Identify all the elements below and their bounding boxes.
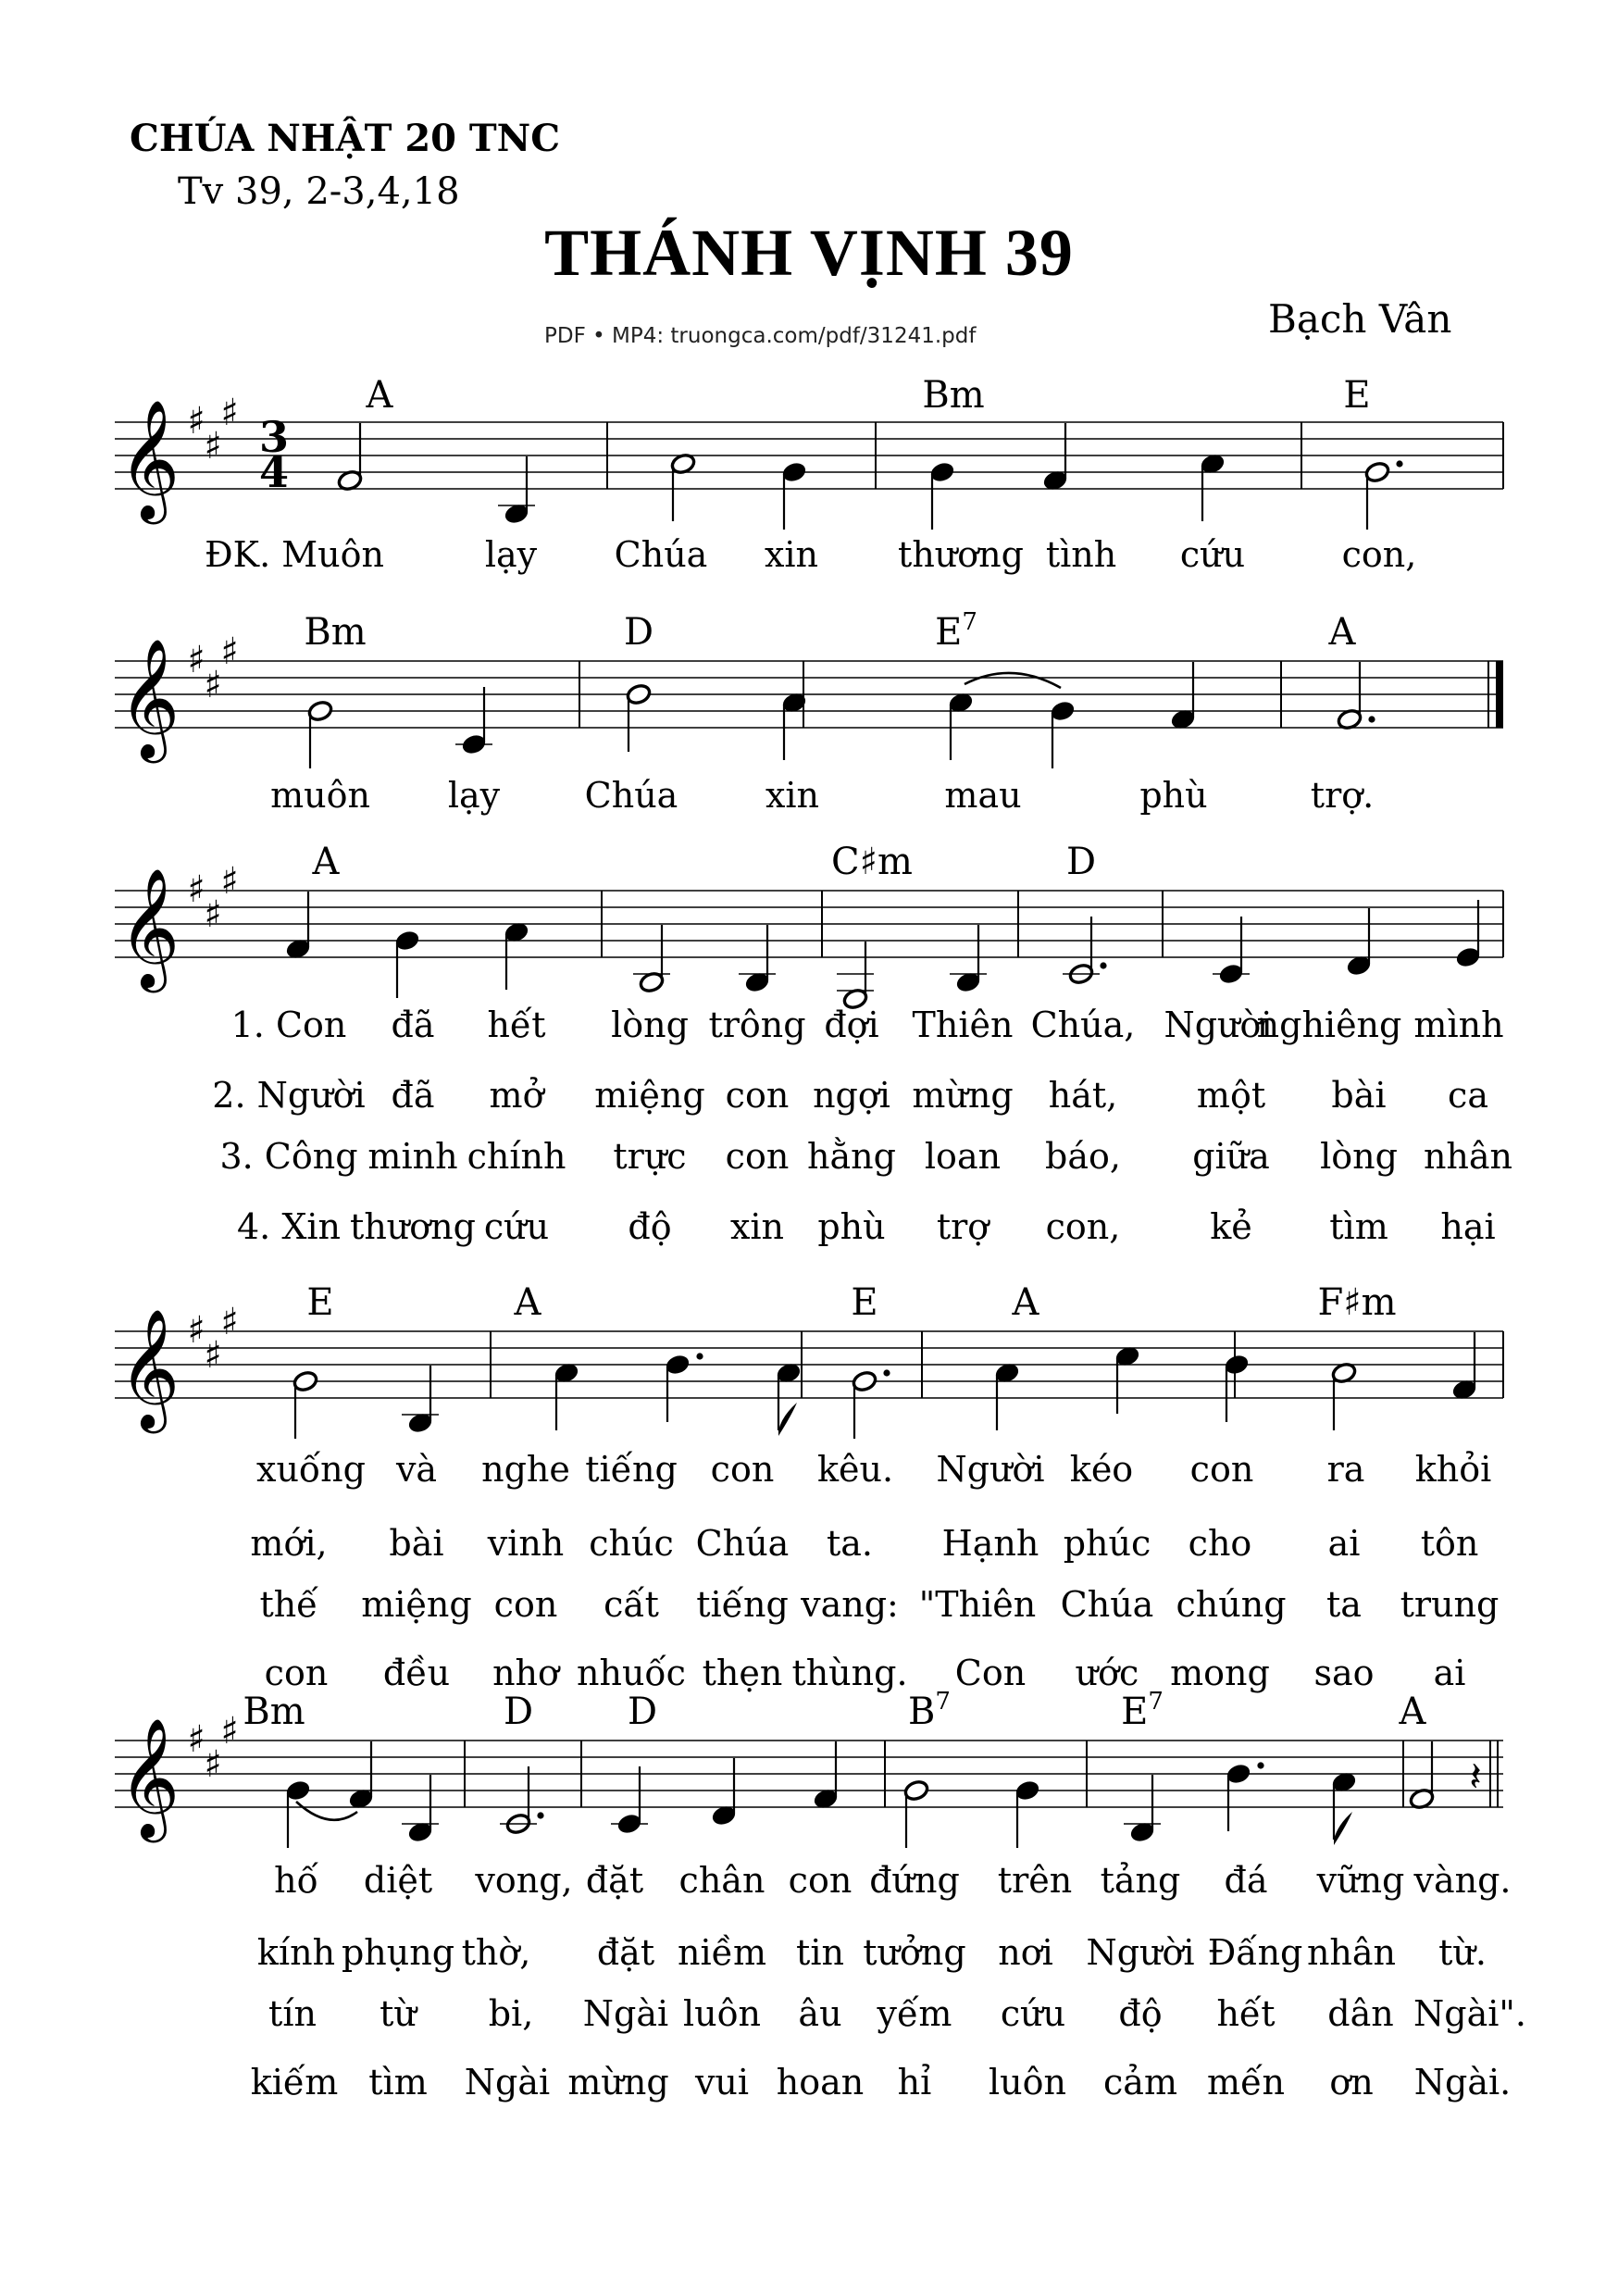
lyric-syllable: ĐK. Muôn (205, 534, 384, 575)
treble-clef-icon: 𝄞 (118, 399, 180, 519)
tie-slur (965, 673, 1061, 688)
lyric-syllable: đợi (824, 1004, 879, 1045)
lyric-syllable: kẻ (1210, 1206, 1252, 1247)
lyric-syllable: vang: (801, 1584, 899, 1625)
lyric-syllable: nơi (998, 1932, 1053, 1973)
lyric-syllable: nghe (481, 1449, 570, 1490)
lyric-syllable: 4. Xin (236, 1206, 342, 1247)
lyric-syllable: Thiên (912, 1004, 1014, 1045)
lyric-syllable: nhân (1306, 1932, 1397, 1973)
lyric-syllable: kéo (1069, 1449, 1134, 1490)
treble-clef-icon: 𝄞 (118, 1308, 180, 1429)
lyric-syllable: Chúa (1060, 1584, 1154, 1625)
lyric-syllable: lòng (611, 1004, 689, 1045)
lyric-syllable: tảng (1100, 1860, 1181, 1901)
sharp-icon: ♯ (204, 425, 222, 468)
composer-name: Bạch Vân (1268, 296, 1452, 342)
sharp-icon: ♯ (204, 893, 222, 936)
lyric-syllable: Chúa (614, 534, 708, 575)
lyric-syllable: ra (1326, 1449, 1365, 1490)
lyric-syllable: phúc (1063, 1523, 1151, 1564)
lyric-syllable: đứng (869, 1860, 960, 1901)
lyric-syllable: kính (256, 1932, 336, 1973)
lyric-syllable: mong (1170, 1653, 1270, 1693)
lyric-syllable: tín (268, 1993, 317, 2034)
lyric-syllable: ta. (826, 1523, 874, 1564)
lyric-syllable: vong, (475, 1860, 573, 1901)
lyric-syllable: tìm (1329, 1206, 1388, 1247)
lyric-syllable: nhân (1423, 1136, 1513, 1177)
lyric-syllable: ngợi (813, 1075, 890, 1116)
augmentation-dot (1368, 716, 1375, 722)
lyric-syllable: ca (1448, 1075, 1488, 1116)
lyric-syllable: ta (1326, 1584, 1362, 1625)
lyric-syllable: mình (1413, 1004, 1504, 1045)
lyric-syllable: từ (380, 1993, 417, 2034)
lyric-syllable: và (395, 1449, 438, 1490)
lyric-syllable: Chúa, (1030, 1004, 1136, 1045)
lyric-syllable: vàng. (1413, 1860, 1512, 1901)
source-link: PDF • MP4: truongca.com/pdf/31241.pdf (544, 324, 977, 348)
lyric-syllable: hết (1216, 1993, 1276, 2034)
lyric-syllable: ai (1433, 1653, 1466, 1693)
chord-symbol: D (627, 1691, 658, 1733)
lyric-syllable: trợ. (1310, 775, 1375, 816)
lyric-syllable: bài (389, 1523, 444, 1564)
lyric-syllable: loan (924, 1136, 1002, 1177)
lyric-syllable: Chúa (584, 775, 678, 816)
lyric-syllable: chân (678, 1860, 765, 1901)
lyric-syllable: thùng. (791, 1653, 908, 1693)
chord-symbol: $E^7$ (1121, 1688, 1164, 1733)
final-barline (1496, 661, 1503, 728)
lyric-syllable: vinh (487, 1523, 565, 1564)
lyric-syllable: đặt (585, 1860, 644, 1901)
lyric-syllable: con (725, 1136, 790, 1177)
treble-clef-icon: 𝄞 (118, 867, 180, 988)
lyric-syllable: ơn (1329, 2062, 1374, 2103)
lyric-syllable: cho (1188, 1523, 1252, 1564)
lyric-syllable: hố (274, 1860, 318, 1901)
lyric-syllable: con (788, 1860, 853, 1901)
lyric-syllable: mau (944, 775, 1022, 816)
lyric-syllable: từ. (1438, 1932, 1487, 1973)
lyric-syllable: cứu (1000, 1993, 1066, 2034)
chord-symbol: A (1399, 1691, 1426, 1733)
lyric-syllable: xin (765, 775, 820, 816)
lyric-syllable: một (1196, 1075, 1266, 1116)
quarter-rest: 𝄽 (1469, 1753, 1482, 1801)
lyric-syllable: giữa (1192, 1136, 1270, 1177)
lyric-syllable: kêu. (816, 1449, 894, 1490)
lyric-syllable: trực (613, 1136, 687, 1177)
lyric-syllable: xuống (256, 1449, 366, 1490)
lyric-syllable: trung (1400, 1584, 1500, 1625)
chord-symbol: $B^7$ (908, 1688, 951, 1733)
chord-symbol: Bm (304, 611, 367, 654)
lyric-syllable: Người (936, 1449, 1045, 1490)
lyric-syllable: diệt (363, 1860, 433, 1901)
lyric-syllable: chúc (589, 1523, 674, 1564)
lyric-syllable: con (725, 1075, 790, 1116)
lyric-syllable: cứu (1179, 534, 1246, 575)
lyric-syllable: vững (1316, 1860, 1405, 1901)
lyric-syllable: Người (1164, 1004, 1273, 1045)
lyric-syllable: 1. Con (230, 1004, 347, 1045)
lyric-syllable: minh (367, 1136, 458, 1177)
lyric-syllable: hát, (1048, 1075, 1118, 1116)
lyric-syllable: Ngài. (1413, 2062, 1512, 2103)
lyric-syllable: vui (694, 2062, 750, 2103)
lyric-syllable: hết (487, 1004, 546, 1045)
lyric-syllable: sao (1313, 1653, 1375, 1693)
lyric-syllable: muôn (270, 775, 370, 816)
sharp-icon: ♯ (187, 1718, 205, 1761)
chord-symbol: E (851, 1281, 878, 1324)
lyric-syllable: con, (1341, 534, 1417, 575)
sharp-icon: ♯ (187, 639, 205, 681)
sharp-icon: ♯ (204, 664, 222, 706)
psalm-reference: Tv 39, 2-3,4,18 (178, 170, 460, 213)
augmentation-dot (1100, 962, 1106, 968)
staff-system (115, 1688, 1526, 2103)
lyric-syllable: xin (729, 1206, 785, 1247)
page-title: THÁNH VỊNH 39 (544, 216, 1074, 290)
chord-symbol: A (514, 1281, 541, 1324)
lyric-syllable: luôn (989, 2062, 1066, 2103)
lyric-syllable: hỉ (897, 2062, 932, 2103)
lyric-syllable: Ngài (464, 2062, 551, 2103)
tie-slur (296, 1802, 357, 1820)
chord-symbol: E (306, 1281, 334, 1324)
sharp-icon: ♯ (220, 392, 239, 434)
sharp-icon: ♯ (220, 1710, 239, 1753)
augmentation-dot (1257, 1762, 1263, 1768)
lyric-syllable: hại (1440, 1206, 1496, 1247)
lyric-syllable: xin (764, 534, 819, 575)
lyric-syllable: luôn (683, 1993, 761, 2034)
lyric-syllable: chúng (1176, 1584, 1287, 1625)
sharp-icon: ♯ (220, 1301, 239, 1343)
lyric-syllable: thương (898, 534, 1024, 575)
chord-symbol: E (1343, 374, 1371, 417)
lyric-syllable: tưởng (863, 1932, 966, 1973)
staff-system (115, 374, 1503, 575)
lyric-syllable: đá (1224, 1860, 1268, 1901)
lyric-syllable: con (710, 1449, 775, 1490)
chord-symbol: D (503, 1691, 534, 1733)
sharp-icon: ♯ (220, 860, 239, 903)
chord-symbol: $E^7$ (935, 608, 977, 654)
lyric-syllable: chính (467, 1136, 566, 1177)
lyric-syllable: phụng (341, 1932, 455, 1973)
augmentation-dot (696, 1353, 703, 1359)
chord-symbol: A (312, 841, 340, 883)
lyric-syllable: Người (1086, 1932, 1195, 1973)
lyric-syllable: Ngài". (1413, 1993, 1526, 2034)
lyric-syllable: 3. Công (219, 1136, 358, 1177)
lyric-syllable: Con (954, 1653, 1027, 1693)
lyric-syllable: cứu (483, 1206, 550, 1247)
lyric-syllable: khỏi (1414, 1449, 1492, 1490)
lyric-syllable: đã (391, 1004, 435, 1045)
lyric-syllable: thờ, (461, 1932, 531, 1973)
chord-symbol: D (1065, 841, 1097, 883)
sharp-icon: ♯ (187, 400, 205, 443)
time-signature-bottom: 4 (258, 447, 290, 497)
sharp-icon: ♯ (187, 868, 205, 911)
lyric-syllable: đã (391, 1075, 435, 1116)
lyric-syllable: miệng (361, 1584, 472, 1625)
lyric-syllable: bài (1331, 1075, 1387, 1116)
lyric-syllable: Ngài (582, 1993, 669, 2034)
staff-system (115, 841, 1512, 1247)
staff-system (115, 1281, 1503, 1693)
lyric-syllable: niềm (677, 1932, 767, 1973)
staff-system (115, 608, 1503, 816)
lyric-syllable: cất (604, 1584, 659, 1625)
lyric-syllable: mới, (250, 1523, 328, 1564)
lyric-syllable: mở (489, 1075, 544, 1116)
lyric-syllable: yếm (877, 1993, 952, 2034)
chord-symbol: C♯m (831, 841, 913, 883)
lyric-syllable: con (264, 1653, 329, 1693)
lyric-syllable: lạy (447, 775, 501, 816)
lyric-syllable: trông (708, 1004, 806, 1045)
chord-symbol: A (366, 374, 393, 417)
lyric-syllable: nhuốc (577, 1653, 686, 1693)
lyric-syllable: ai (1327, 1523, 1361, 1564)
lyric-syllable: Hạnh (941, 1523, 1039, 1564)
lyric-syllable: độ (1118, 1993, 1163, 2034)
lyric-syllable: Chúa (695, 1523, 790, 1564)
lyric-syllable: tình (1045, 534, 1117, 575)
lyric-syllable: trợ (936, 1206, 989, 1247)
chord-symbol: F♯m (1317, 1281, 1397, 1324)
lyric-syllable: mến (1207, 2062, 1285, 2103)
lyric-syllable: cảm (1103, 2062, 1177, 2103)
lyric-syllable: trên (997, 1860, 1073, 1901)
lyric-syllable: kiếm (250, 2062, 339, 2103)
lyric-syllable: bi, (488, 1993, 534, 2034)
lyric-syllable: mừng (567, 2062, 669, 2103)
time-signature-top: 3 (258, 412, 290, 462)
augmentation-dot (883, 1369, 890, 1376)
lyric-syllable: phù (817, 1206, 886, 1247)
lyric-syllable: tiếng (696, 1584, 789, 1625)
lyric-syllable: tin (796, 1932, 844, 1973)
sharp-icon: ♯ (220, 630, 239, 673)
lyric-syllable: tìm (368, 2062, 428, 2103)
lyric-syllable: thế (259, 1584, 318, 1625)
note-flag (1334, 1812, 1352, 1845)
lyric-syllable: âu (798, 1993, 842, 2034)
lyric-syllable: dân (1327, 1993, 1394, 2034)
lyric-syllable: mừng (912, 1075, 1014, 1116)
lyric-syllable: con (493, 1584, 558, 1625)
lyric-syllable: thương (350, 1206, 476, 1247)
sharp-icon: ♯ (187, 1309, 205, 1352)
lyric-syllable: độ (628, 1206, 672, 1247)
lyric-syllable: con, (1045, 1206, 1121, 1247)
lyric-syllable: đặt (596, 1932, 655, 1973)
lyric-syllable: miệng (594, 1075, 705, 1116)
sharp-icon: ♯ (204, 1334, 222, 1377)
lyric-syllable: tôn (1420, 1523, 1479, 1564)
lyric-syllable: lạy (484, 534, 538, 575)
chord-symbol: Bm (243, 1691, 305, 1733)
lyric-syllable: lòng (1320, 1136, 1398, 1177)
lyric-syllable: phù (1139, 775, 1208, 816)
lyric-syllable: 2. Người (212, 1075, 366, 1116)
lyric-syllable: hoan (776, 2062, 865, 2103)
lyric-syllable: "Thiên (918, 1584, 1037, 1625)
treble-clef-icon: 𝄞 (118, 638, 180, 758)
augmentation-dot (537, 1812, 543, 1818)
lyric-syllable: Đấng (1207, 1932, 1303, 1973)
augmentation-dot (1396, 460, 1402, 467)
occasion-title: CHÚA NHẬT 20 TNC (130, 117, 561, 160)
chord-symbol: D (623, 611, 654, 654)
chord-symbol: Bm (922, 374, 985, 417)
treble-clef-icon: 𝄞 (118, 1717, 180, 1838)
lyric-syllable: nghiêng (1256, 1004, 1402, 1045)
lyric-syllable: thẹn (702, 1653, 783, 1693)
lyric-syllable: báo, (1045, 1136, 1121, 1177)
chord-symbol: A (1012, 1281, 1039, 1324)
lyric-syllable: đều (382, 1653, 451, 1693)
note-flag (778, 1403, 797, 1436)
sharp-icon: ♯ (204, 1743, 222, 1786)
lyric-syllable: nhơ (492, 1653, 559, 1693)
chord-symbol: A (1328, 611, 1356, 654)
lyric-syllable: ước (1075, 1653, 1139, 1693)
lyric-syllable: tiếng (585, 1449, 678, 1490)
lyric-syllable: hằng (807, 1136, 896, 1177)
lyric-syllable: con (1189, 1449, 1254, 1490)
